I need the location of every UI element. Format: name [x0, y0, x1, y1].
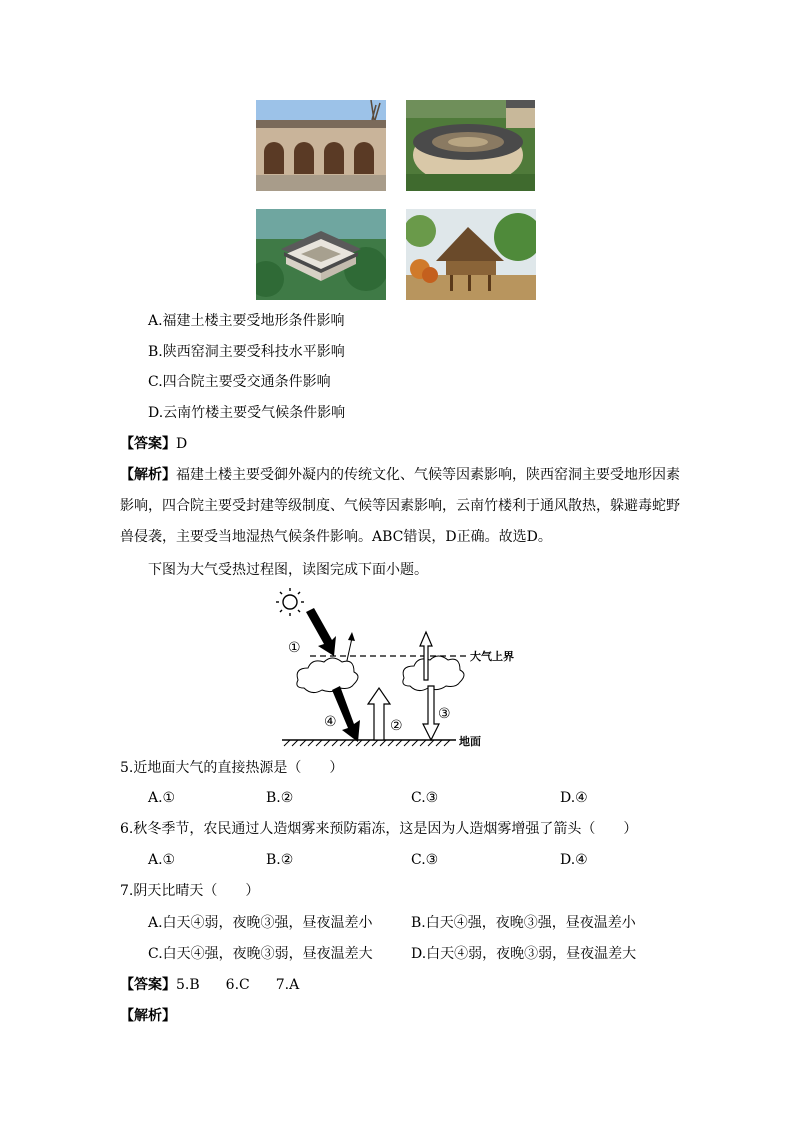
- q5-option-c: C.③: [411, 790, 439, 806]
- mark-2: ②: [390, 718, 403, 734]
- q6-option-d: D.④: [560, 852, 588, 868]
- diagram-intro: 下图为大气受热过程图，读图完成下面小题。: [148, 562, 428, 578]
- photo-shaanxi-cave-dwelling: [256, 100, 386, 191]
- q7-stem: 7.阴天比晴天（ ）: [120, 883, 260, 899]
- arrow-1: [306, 608, 336, 656]
- arrow-2: [368, 688, 390, 740]
- mark-4: ④: [324, 714, 337, 730]
- photo-yunnan-bamboo-house: [406, 209, 536, 300]
- q6-stem: 6.秋冬季节，农民通过人造烟雾来预防霜冻，这是因为人造烟雾增强了箭头（ ）: [120, 821, 638, 837]
- q5-option-b: B.②: [266, 790, 294, 806]
- photo-fujian-tulou: [406, 100, 535, 191]
- final-answer-5: 5.B: [176, 977, 200, 993]
- atmosphere-heating-diagram: [270, 586, 530, 748]
- label-ground: 地面: [459, 736, 481, 748]
- final-analysis-label: 【解析】: [120, 1008, 176, 1024]
- analysis-label: 【解析】: [120, 467, 176, 483]
- q4-option-d: D.云南竹楼主要受气候条件影响: [148, 405, 346, 421]
- q6-option-a: A.①: [148, 852, 176, 868]
- q5-option-a: A.①: [148, 790, 176, 806]
- q5-stem: 5.近地面大气的直接热源是（ ）: [120, 760, 344, 776]
- q5-option-d: D.④: [560, 790, 588, 806]
- final-answer-label: 【答案】: [120, 977, 176, 993]
- q4-analysis: [120, 460, 680, 553]
- label-upper-atmosphere: 大气上界: [470, 651, 514, 663]
- final-answer-6: 6.C: [225, 977, 250, 993]
- answer-value: D: [176, 436, 188, 452]
- final-answer-7: 7.A: [275, 977, 300, 993]
- analysis-text: 福建土楼主要受御外凝内的传统文化、气候等因素影响，陕西窑洞主要受地形因素影响，四合院主要受封建等级制度、气候等因素影响，云南竹楼利于通风散热，躲避毒蛇野兽侵袭，主要受当地湿热气候条件影响。ABC错误，D正确。故选D。: [120, 467, 680, 545]
- q7-option-c: C.白天④强，夜晚③弱，昼夜温差大: [148, 946, 373, 962]
- arrow-3: [423, 686, 439, 740]
- q6-option-b: B.②: [266, 852, 294, 868]
- q6-option-c: C.③: [411, 852, 439, 868]
- final-answer: [120, 975, 299, 995]
- sun-icon: [276, 588, 304, 616]
- mark-3: ③: [438, 706, 451, 722]
- q7-option-b: B.白天④强，夜晚③强，昼夜温差小: [411, 915, 636, 931]
- q4-answer: [120, 434, 187, 454]
- cloud-icon: [297, 658, 358, 693]
- mark-1: ①: [288, 640, 301, 656]
- q4-option-a: A.福建土楼主要受地形条件影响: [148, 313, 345, 329]
- answer-label: 【答案】: [120, 436, 176, 452]
- q4-option-c: C.四合院主要受交通条件影响: [148, 374, 331, 390]
- q4-option-b: B.陕西窑洞主要受科技水平影响: [148, 344, 345, 360]
- q7-option-d: D.白天④弱，夜晚③弱，昼夜温差大: [411, 946, 637, 962]
- photo-siheyuan-courtyard: [256, 209, 386, 300]
- q7-option-a: A.白天④弱，夜晚③强，昼夜温差小: [148, 915, 373, 931]
